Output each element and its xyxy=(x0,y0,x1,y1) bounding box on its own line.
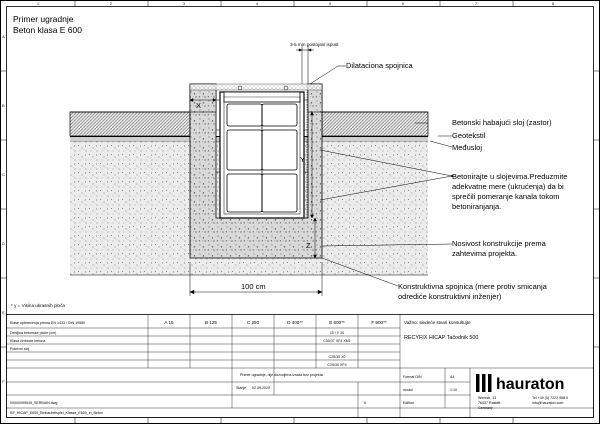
dim-x-label: X xyxy=(196,101,202,110)
grid-row-c: C xyxy=(2,173,5,177)
wearing-course-left xyxy=(70,112,190,136)
callout-bearing: Nosivost konstrukcije prema zahtevima projekta. xyxy=(452,239,546,258)
grid-col-8: 8 xyxy=(552,2,554,6)
grid-col-1: 1 xyxy=(37,2,39,6)
spec-row-slab: Debljina betonske ploče (cm) xyxy=(10,331,57,335)
callout-wearing-course: Betonski habajući sloj (zastor) xyxy=(452,118,552,127)
address-city: 76437 Rastatt xyxy=(478,401,501,405)
dim-y-label: Y xyxy=(300,155,306,164)
load-class-a15: A 15 xyxy=(164,320,174,325)
sheet-number: 6 xyxy=(364,401,366,405)
title-block xyxy=(7,315,594,418)
load-class-e600: E 600** xyxy=(329,320,345,325)
dim-z-label: Z xyxy=(306,241,311,250)
format-label: Format DIN xyxy=(403,375,422,379)
load-class-d400: D 400** xyxy=(287,320,303,325)
spec-row-strength: Klasa čvrstoće betona xyxy=(10,339,46,343)
grid-col-5: 5 xyxy=(329,2,331,6)
scale-value: 1:10 xyxy=(450,388,457,392)
note: Primer ugradnje, nije dozvoljena izrada bez projekta xyxy=(240,373,323,377)
width-dim-label: 100 cm xyxy=(241,282,266,291)
spec-row-load: Klase opterećenja prema EN 1433 / DIN 19580 xyxy=(10,321,86,325)
callout-dilatation: Dilataciona spojnica xyxy=(346,61,413,70)
cross-section xyxy=(70,84,428,275)
contact-phone: Tel +49 (0) 7222 958 0 xyxy=(532,396,569,400)
date-label: Stanje xyxy=(236,386,247,390)
e600-strength: C30/37 XF4 XM1 xyxy=(323,339,351,343)
grid-row-e: E xyxy=(2,311,5,315)
grid-row-d: D xyxy=(2,242,5,246)
drawing-title-line1: Primer ugradnje xyxy=(13,14,74,24)
grid-col-7: 7 xyxy=(475,2,477,6)
spec-row-cover: Pokrivni sloj xyxy=(10,347,30,351)
callout-construction-joint: Konstruktivna spojnica (mere protiv smicanja odrediće konstruktivni inženjer) xyxy=(398,282,547,301)
address-street: Werkstr. 13 xyxy=(478,396,497,400)
load-class-b125: B 125 xyxy=(204,320,218,325)
grid-col-2: 2 xyxy=(110,2,112,6)
wearing-course-right xyxy=(322,112,428,136)
grid-row-f: F xyxy=(2,380,5,384)
grid-col-3: 3 xyxy=(183,2,185,6)
project-label: Važno: sledeće stvari konsultujte xyxy=(404,320,471,325)
product-name: RECYFIX HICAP Tačodnik 500 xyxy=(404,335,479,341)
grid-col-6: 6 xyxy=(402,2,404,6)
grid-row-a: A xyxy=(2,35,5,39)
grid-row-b: B xyxy=(2,104,5,108)
callout-concreting: Betonirajte u slojevima.Preduzmite adekvatne mere (ukrućenja) da bi sprečili pomeranje kanala tokom betoniranjanja. xyxy=(452,172,568,211)
hauraton-logo-icon xyxy=(476,374,564,393)
e600-slab: 15 / Y 20 xyxy=(329,331,345,335)
gap-label: 3-5 mm postojani ispust xyxy=(290,42,339,47)
callout-geotextile: Geotekstil xyxy=(452,131,486,140)
footnote: * y = Visina ukrasnih ploča xyxy=(11,303,65,308)
brand-name: hauraton xyxy=(496,376,565,393)
callout-interlayer: Međusloj xyxy=(452,143,483,152)
address-country: Germany xyxy=(478,406,493,410)
grid-col-4: 4 xyxy=(256,2,258,6)
format-value: A4 xyxy=(450,375,455,379)
contact-email: info@hauraton.com xyxy=(532,401,564,405)
load-class-f900: F 900** xyxy=(371,320,387,325)
footer-title: RF_HICAP_E600_Einbaubeispiel_Klasse_E600_in_Beton xyxy=(10,411,103,415)
drawing-number: 00000099545_SERBIAN.dwg xyxy=(10,401,58,405)
scale-label: modul xyxy=(403,388,413,392)
e600-cover: C25/30 XF4 xyxy=(327,363,347,367)
edition-label: Edition xyxy=(403,401,414,405)
date-value: 02.09.2020 xyxy=(252,386,270,390)
e600-surround: C25/30 X0 xyxy=(328,355,346,359)
load-class-c250: C 250 xyxy=(246,320,260,325)
drawing-title-line2: Beton klasa E 600 xyxy=(13,25,82,35)
